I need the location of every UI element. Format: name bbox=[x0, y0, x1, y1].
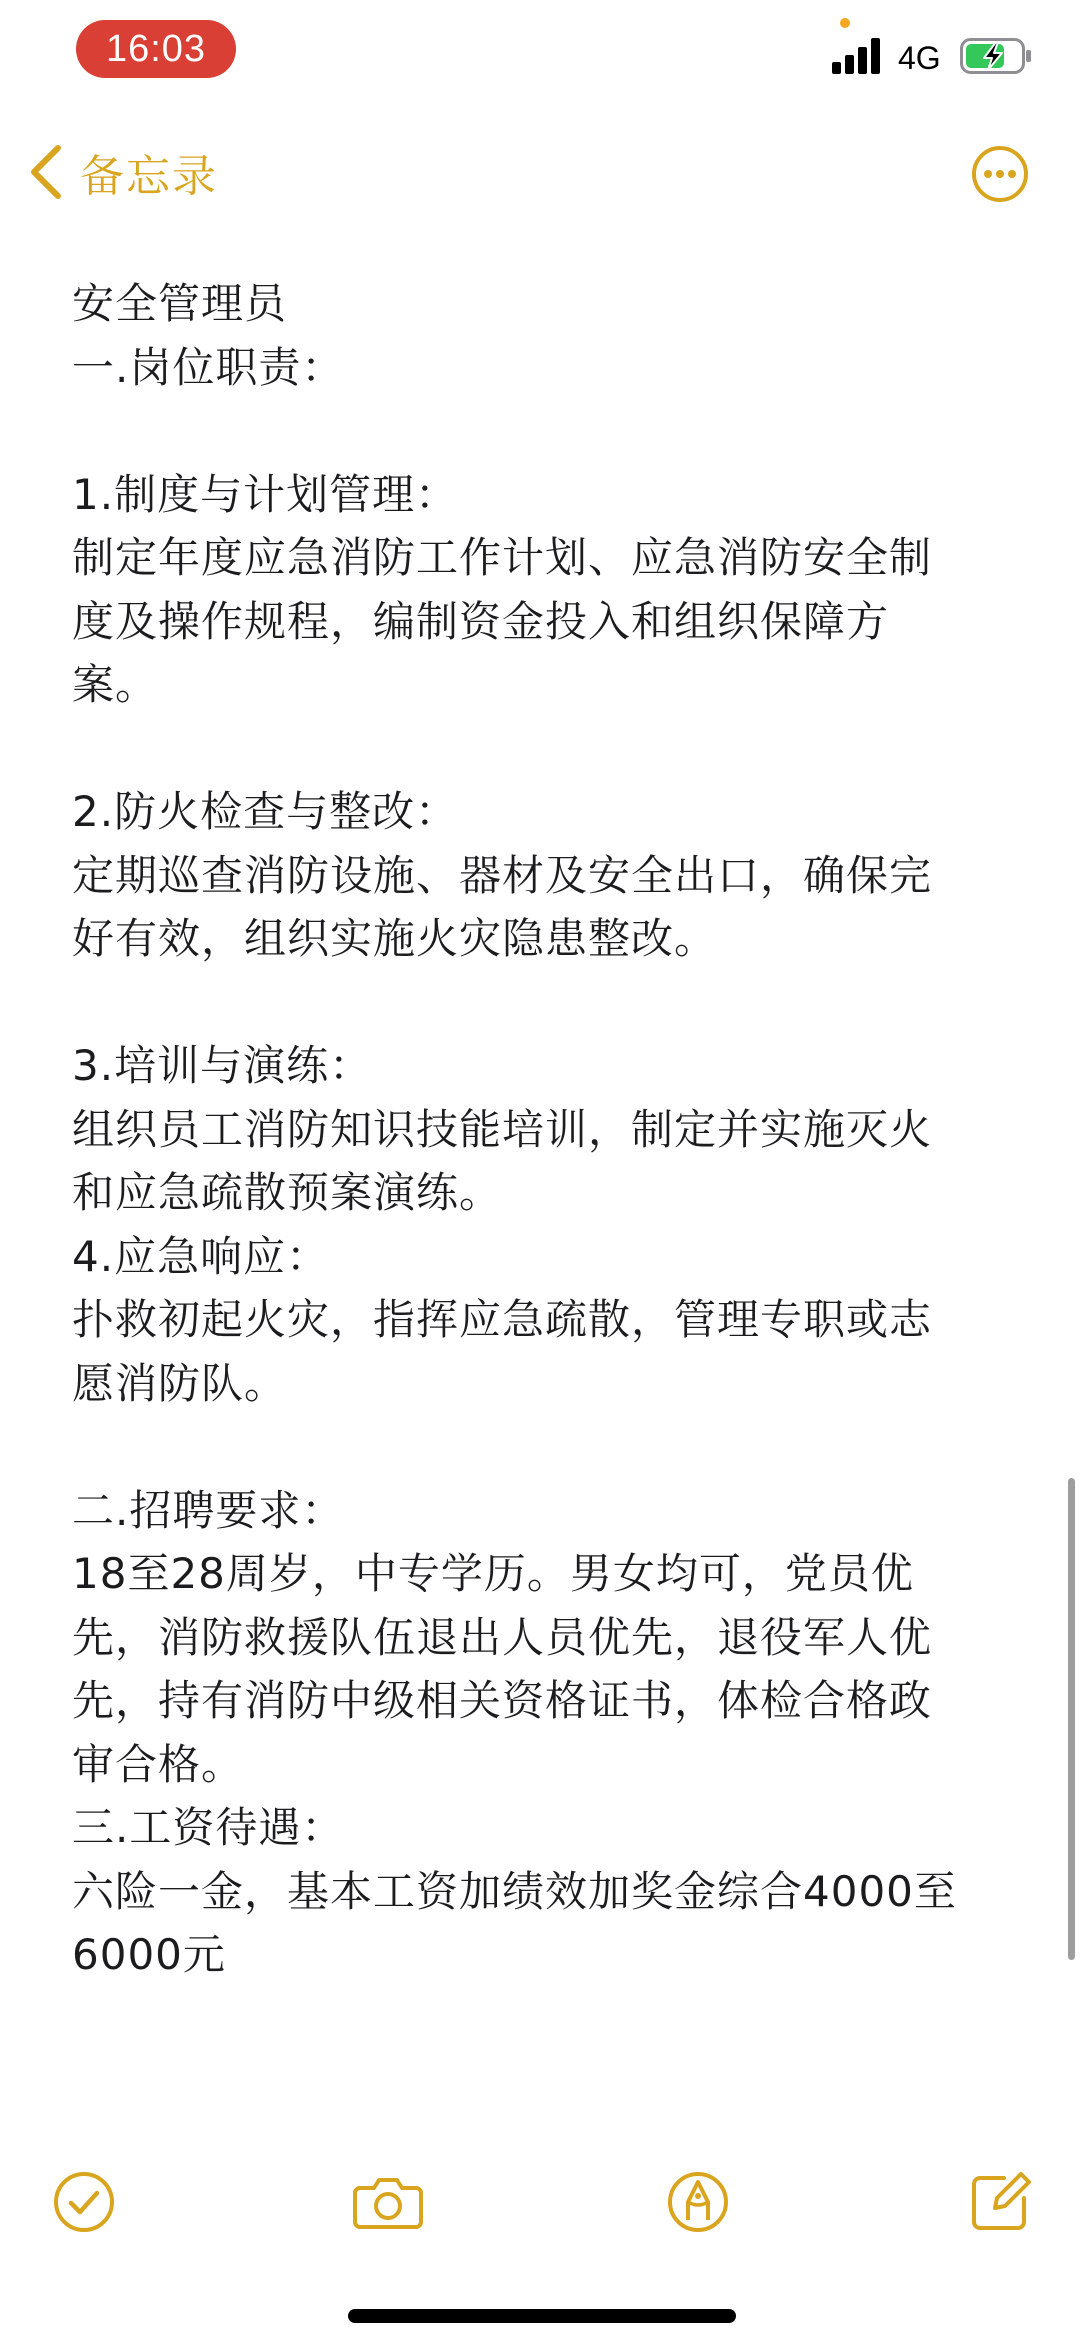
note-line: 二.招聘要求： bbox=[72, 1485, 345, 1535]
note-line: 好有效，组织实施火灾隐患整改。 bbox=[72, 914, 718, 963]
note-line: 4.应急响应： bbox=[72, 1231, 330, 1281]
note-line: 六险一金，基本工资加绩效加奖金综合4000至 bbox=[72, 1866, 957, 1916]
camera-icon[interactable] bbox=[352, 2170, 424, 2234]
back-button[interactable] bbox=[28, 140, 218, 204]
note-line bbox=[72, 1415, 1022, 1479]
note-line: 审合格。 bbox=[72, 1739, 245, 1789]
battery-charging-icon bbox=[960, 38, 1032, 74]
status-bar bbox=[0, 0, 1080, 110]
status-time: 16:03 bbox=[76, 20, 236, 78]
note-line: 6000元 bbox=[72, 1930, 226, 1979]
note-line: 一.岗位职责： bbox=[72, 342, 345, 392]
note-line: 度及操作规程，编制资金投入和组织保障方 bbox=[72, 596, 890, 646]
note-line: 愿消防队。 bbox=[72, 1358, 288, 1408]
note-body[interactable] bbox=[72, 272, 1022, 1987]
compose-icon[interactable] bbox=[968, 2170, 1032, 2234]
note-line: 定期巡查消防设施、器材及安全出口，确保完 bbox=[72, 850, 933, 900]
note-line: 3.培训与演练： bbox=[72, 1041, 373, 1090]
note-line: 18至28周岁，中专学历。男女均可，党员优 bbox=[72, 1549, 914, 1598]
home-indicator[interactable] bbox=[348, 2309, 736, 2323]
checklist-icon[interactable] bbox=[52, 2170, 116, 2234]
note-line: 先，持有消防中级相关资格证书，体检合格政 bbox=[72, 1676, 933, 1725]
ellipsis-circle-icon[interactable] bbox=[971, 145, 1029, 203]
network-type-label: 4G bbox=[898, 40, 941, 76]
note-line bbox=[72, 399, 1022, 463]
note-line: 扑救初起火灾，指挥应急疏散，管理专职或志 bbox=[72, 1295, 933, 1344]
note-line: 和应急疏散预案演练。 bbox=[72, 1168, 503, 1217]
vertical-scrollbar[interactable] bbox=[1068, 1478, 1075, 1960]
note-line: 组织员工消防知识技能培训，制定并实施灭火 bbox=[72, 1104, 933, 1154]
back-button-label: 备忘录 bbox=[80, 151, 218, 202]
note-line: 案。 bbox=[72, 660, 159, 709]
note-line: 安全管理员 bbox=[72, 279, 288, 328]
chevron-left-icon bbox=[28, 144, 64, 200]
note-line: 制定年度应急消防工作计划、应急消防安全制 bbox=[72, 533, 933, 582]
markup-pen-icon[interactable] bbox=[666, 2170, 730, 2234]
note-line: 2.防火检查与整改： bbox=[72, 787, 459, 836]
note-line: 三.工资待遇： bbox=[72, 1803, 345, 1852]
note-line bbox=[72, 971, 1022, 1035]
signal-bars-icon bbox=[832, 38, 884, 74]
mic-indicator-dot bbox=[840, 18, 850, 28]
note-line: 1.制度与计划管理： bbox=[72, 469, 459, 519]
note-line: 先，消防救援队伍退出人员优先，退役军人优 bbox=[72, 1612, 933, 1662]
note-line bbox=[72, 717, 1022, 781]
